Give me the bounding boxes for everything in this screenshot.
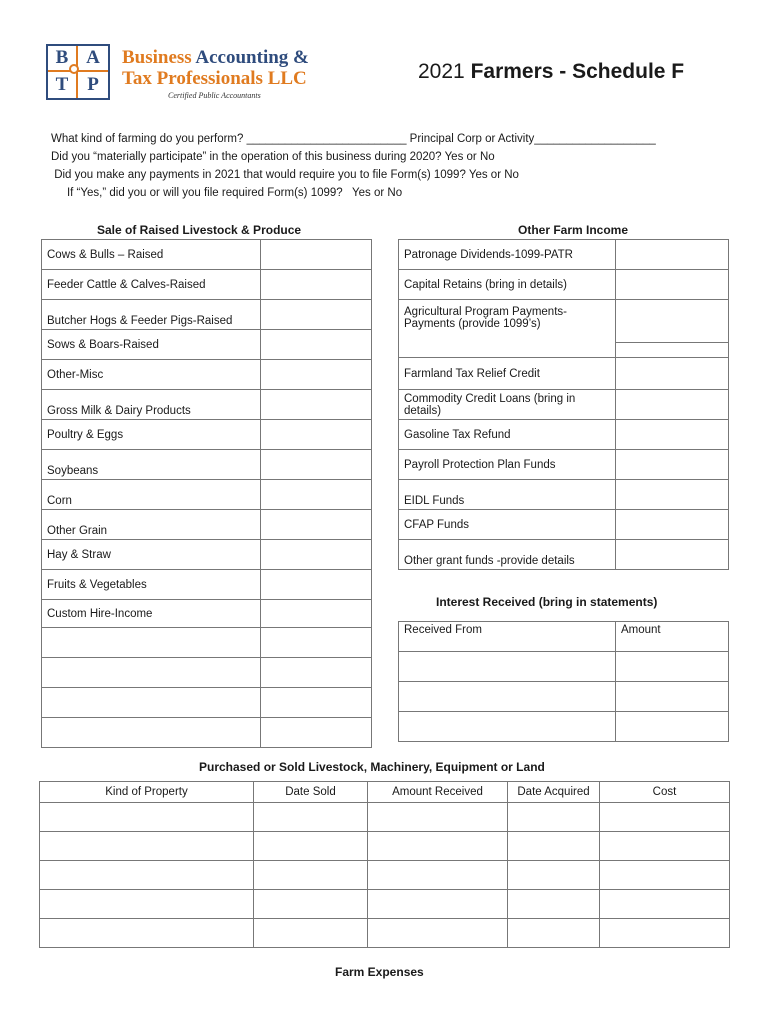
logo-letter-a: A <box>78 46 108 72</box>
col-date-acquired <box>508 782 600 803</box>
income-label-text: Farmland Tax Relief Credit <box>404 367 540 380</box>
table-row <box>399 540 729 570</box>
cell-date-acquired[interactable] <box>508 861 600 890</box>
income-label <box>399 240 616 270</box>
cell-amount-received[interactable] <box>368 861 508 890</box>
other-income-heading: Other Farm Income <box>518 223 629 237</box>
amount-cell[interactable] <box>616 450 729 480</box>
logo-letter-t: T <box>48 72 78 98</box>
cell-cost[interactable] <box>600 832 730 861</box>
amount-cell[interactable] <box>616 300 729 358</box>
raised-label-text: Butcher Hogs & Feeder Pigs-Raised <box>47 315 233 327</box>
table-row <box>42 270 372 300</box>
income-label <box>399 390 616 420</box>
amount-cell[interactable] <box>616 540 729 570</box>
blank-cell[interactable] <box>42 628 261 658</box>
col-kind-of-property <box>40 782 254 803</box>
raised-label <box>42 600 261 628</box>
raised-label-text: Custom Hire-Income <box>47 607 153 620</box>
table-row <box>42 658 372 688</box>
cell-date-sold[interactable] <box>254 832 368 861</box>
interest-col-amount-text: Amount <box>621 624 661 636</box>
cell-kind[interactable] <box>40 890 254 919</box>
table-row <box>42 420 372 450</box>
amount-cell[interactable] <box>261 540 372 570</box>
income-label-text: EIDL Funds <box>404 495 465 507</box>
blank-cell[interactable] <box>42 688 261 718</box>
amount-cell[interactable] <box>616 358 729 390</box>
raised-label <box>42 360 261 390</box>
cell-amount-received[interactable] <box>368 919 508 948</box>
table-row <box>399 270 729 300</box>
interest-col-from <box>399 622 616 652</box>
amount-cell[interactable] <box>261 718 372 748</box>
income-label <box>399 480 616 510</box>
table-row <box>399 510 729 540</box>
cell-cost[interactable] <box>600 861 730 890</box>
table-row <box>40 803 730 832</box>
table-row <box>42 628 372 658</box>
table-row <box>42 300 372 330</box>
interest-table <box>398 621 729 742</box>
logo-letter-b: B <box>48 46 78 72</box>
amount-cell[interactable] <box>616 480 729 510</box>
raised-label-text: Corn <box>47 495 72 507</box>
raised-label <box>42 510 261 540</box>
cell-date-sold[interactable] <box>254 919 368 948</box>
amount-cell[interactable] <box>261 658 372 688</box>
firm-name-word2: Accounting & <box>195 47 309 68</box>
amount-cell[interactable] <box>261 688 372 718</box>
amount-cell[interactable] <box>261 600 372 628</box>
amount-cell[interactable] <box>616 712 729 742</box>
col-cost <box>600 782 730 803</box>
income-label-text: Capital Retains (bring in details) <box>404 278 567 291</box>
table-row <box>42 540 372 570</box>
firm-name <box>122 47 309 89</box>
raised-label <box>42 480 261 510</box>
table-row <box>40 890 730 919</box>
question-material-participation: Did you “materially participate” in the operation of this business during 2020? Yes or No <box>51 151 495 163</box>
amount-cell[interactable] <box>261 270 372 300</box>
cell-cost[interactable] <box>600 919 730 948</box>
amount-cell[interactable] <box>261 300 372 330</box>
other-income-table <box>398 239 729 570</box>
cell-date-acquired[interactable] <box>508 803 600 832</box>
table-row <box>399 390 729 420</box>
income-label <box>399 270 616 300</box>
table-row <box>42 718 372 748</box>
amount-cell[interactable] <box>261 628 372 658</box>
raised-label <box>42 270 261 300</box>
income-label-text: Payroll Protection Plan Funds <box>404 458 556 471</box>
raised-label <box>42 450 261 480</box>
checkmark-icon <box>69 64 79 74</box>
table-row <box>399 420 729 450</box>
raised-label-text: Poultry & Eggs <box>47 428 124 441</box>
amount-cell[interactable] <box>261 480 372 510</box>
raised-label <box>42 240 261 270</box>
table-row <box>399 358 729 390</box>
table-row <box>399 622 729 652</box>
expenses-heading: Farm Expenses <box>335 965 424 979</box>
raised-label-text: Cows & Bulls – Raised <box>47 248 164 261</box>
cell-cost[interactable] <box>600 890 730 919</box>
amount-cell[interactable] <box>616 420 729 450</box>
page-title <box>418 60 684 84</box>
amount-cell[interactable] <box>261 360 372 390</box>
col-cost-text: Cost <box>652 786 677 798</box>
income-label <box>399 510 616 540</box>
amount-cell[interactable] <box>261 510 372 540</box>
cell-date-acquired[interactable] <box>508 890 600 919</box>
amount-cell[interactable] <box>261 420 372 450</box>
amount-cell[interactable] <box>616 270 729 300</box>
amount-cell[interactable] <box>261 450 372 480</box>
interest-heading: Interest Received (bring in statements) <box>436 595 658 609</box>
blank-cell[interactable] <box>42 718 261 748</box>
amount-cell[interactable] <box>261 570 372 600</box>
table-row <box>40 919 730 948</box>
raised-heading: Sale of Raised Livestock & Produce <box>97 223 302 237</box>
raised-label-text: Gross Milk & Dairy Products <box>47 405 191 417</box>
amount-cell[interactable] <box>616 390 729 420</box>
cell-date-sold[interactable] <box>254 803 368 832</box>
income-label-text: Patronage Dividends-1099-PATR <box>404 248 573 261</box>
title-bold: Farmers - Schedule F <box>470 60 685 83</box>
question-farming-kind: What kind of farming do you perform? _________________________ Principal Corp or Activity___________________ <box>51 133 656 145</box>
cell-amount-received[interactable] <box>368 803 508 832</box>
table-row <box>399 300 729 358</box>
cell-date-sold[interactable] <box>254 861 368 890</box>
cell-date-acquired[interactable] <box>508 832 600 861</box>
amount-cell[interactable] <box>616 240 729 270</box>
table-row <box>399 682 729 712</box>
col-date-sold-text: Date Sold <box>285 786 336 798</box>
col-date-sold <box>254 782 368 803</box>
cell-cost[interactable] <box>600 803 730 832</box>
raised-label-text: Fruits & Vegetables <box>47 578 147 591</box>
cell-kind[interactable] <box>40 861 254 890</box>
income-label <box>399 300 616 358</box>
question-1099-filed: If “Yes,” did you or will you file required Form(s) 1099? Yes or No <box>51 187 403 199</box>
table-row <box>40 832 730 861</box>
table-row <box>42 390 372 420</box>
raised-label-text: Sows & Boars-Raised <box>47 338 159 351</box>
raised-label-text: Feeder Cattle & Calves-Raised <box>47 278 206 291</box>
raised-label <box>42 300 261 330</box>
table-row <box>399 450 729 480</box>
firm-name-line2: Tax Professionals LLC <box>122 68 307 89</box>
property-table <box>39 781 730 948</box>
amount-cell[interactable] <box>261 240 372 270</box>
property-heading: Purchased or Sold Livestock, Machinery, Equipment or Land <box>199 760 545 774</box>
table-row <box>42 480 372 510</box>
income-label-text: Gasoline Tax Refund <box>404 428 511 441</box>
cell-kind[interactable] <box>40 803 254 832</box>
table-row <box>42 240 372 270</box>
raised-label-text: Other Grain <box>47 525 108 537</box>
raised-label <box>42 390 261 420</box>
received-from-cell[interactable] <box>399 652 616 682</box>
table-row <box>42 600 372 628</box>
raised-label-text: Other-Misc <box>47 368 104 381</box>
raised-label <box>42 570 261 600</box>
question-1099-payments: Did you make any payments in 2021 that would require you to file Form(s) 1099? Yes or No <box>51 169 519 181</box>
table-row <box>399 712 729 742</box>
interest-col-from-text: Received From <box>404 624 482 636</box>
logo-letter-p: P <box>87 74 99 95</box>
table-row <box>40 782 730 803</box>
income-label <box>399 540 616 570</box>
raised-table <box>41 239 372 748</box>
cell-date-sold[interactable] <box>254 890 368 919</box>
amount-cell[interactable] <box>261 390 372 420</box>
received-from-cell[interactable] <box>399 712 616 742</box>
amount-cell[interactable] <box>616 510 729 540</box>
income-label <box>399 358 616 390</box>
raised-label-text: Hay & Straw <box>47 548 111 561</box>
amount-cell[interactable] <box>616 682 729 712</box>
cell-amount-received[interactable] <box>368 890 508 919</box>
raised-label-text: Soybeans <box>47 465 99 477</box>
firm-name-word1: Business <box>122 47 192 68</box>
amount-cell[interactable] <box>261 330 372 360</box>
raised-label <box>42 420 261 450</box>
amount-subcell[interactable] <box>616 314 728 343</box>
table-row <box>40 861 730 890</box>
table-row <box>42 570 372 600</box>
table-row <box>399 652 729 682</box>
col-amount-received-text: Amount Received <box>392 786 483 798</box>
cell-amount-received[interactable] <box>368 832 508 861</box>
table-row <box>399 240 729 270</box>
blank-cell[interactable] <box>42 658 261 688</box>
income-label <box>399 420 616 450</box>
income-label-text: Commodity Credit Loans (bring in details) <box>404 392 576 417</box>
col-date-acquired-text: Date Acquired <box>517 786 590 798</box>
income-label-text: CFAP Funds <box>404 518 469 531</box>
cell-date-acquired[interactable] <box>508 919 600 948</box>
raised-label <box>42 330 261 360</box>
income-label <box>399 450 616 480</box>
firm-tagline: Certified Public Accountants <box>168 91 261 100</box>
table-row <box>42 510 372 540</box>
table-row <box>42 360 372 390</box>
table-row <box>42 330 372 360</box>
table-row <box>42 688 372 718</box>
income-label-text: Other grant funds -provide details <box>404 555 575 567</box>
interest-col-amount <box>616 622 729 652</box>
received-from-cell[interactable] <box>399 682 616 712</box>
col-kind-of-property-text: Kind of Property <box>105 786 188 798</box>
raised-label <box>42 540 261 570</box>
title-year: 2021 <box>418 60 465 83</box>
amount-cell[interactable] <box>616 652 729 682</box>
table-row <box>399 480 729 510</box>
income-label-text: Agricultural Program Payments-Payments (provide 1099’s) <box>404 306 567 330</box>
table-row <box>42 450 372 480</box>
cell-kind[interactable] <box>40 832 254 861</box>
cell-kind[interactable] <box>40 919 254 948</box>
col-amount-received <box>368 782 508 803</box>
